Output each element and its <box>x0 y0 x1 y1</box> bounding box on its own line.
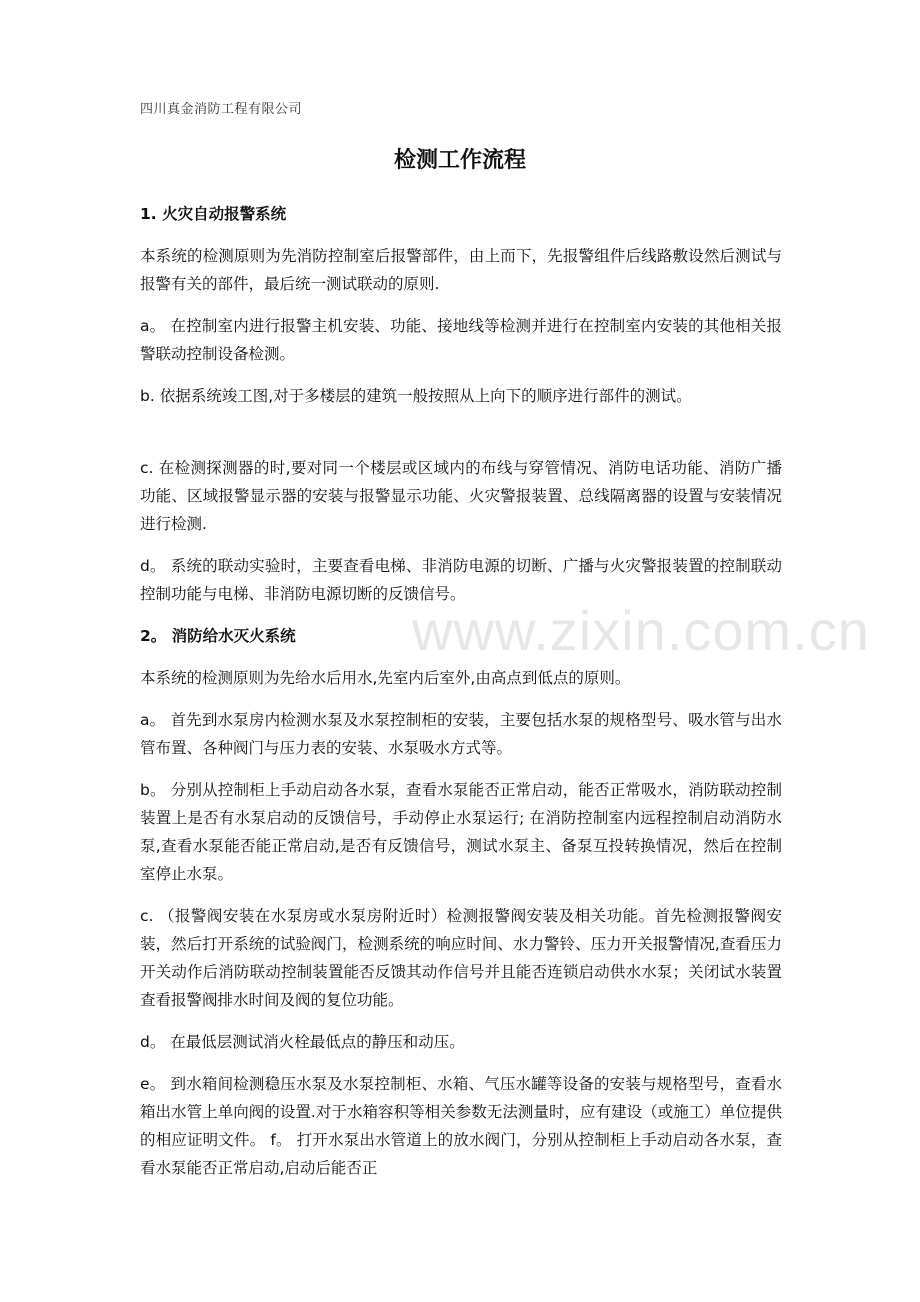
list-item-paragraph: d。 系统的联动实验时，主要查看电梯、非消防电源的切断、广播与火灾警报装置的控制联动控制功能与电梯、非消防电源切断的反馈信号。 <box>140 557 782 603</box>
company-header: 四川真金消防工程有限公司 <box>140 102 303 117</box>
section-heading-water-supply: 2。 消防给水灭火系统 <box>140 627 296 645</box>
list-item-paragraph: e。 到水箱间检测稳压水泵及水泵控制柜、水箱、气压水罐等设备的安装与规格型号，查看水箱出水管上单向阀的设置.对于水箱容积等相关参数无法测量时，应有建设（或施工）单位提供的相应证明文件。 f。 打开水泵出水管道上的放水阀门，分别从控制柜上手动启动各水泵，查看水泵能否正常启动,启动后能否正 <box>140 1075 782 1177</box>
section-intro-paragraph: 本系统的检测原则为先给水后用水,先室内后室外,由高点到低点的原则。 <box>140 669 631 687</box>
watermark: www.zixin.com.cn <box>412 599 870 662</box>
document-title: 检测工作流程 <box>393 148 526 173</box>
list-item-paragraph: b。 分别从控制柜上手动启动各水泵，查看水泵能否正常启动，能否正常吸水，消防联动控制装置上是否有水泵启动的反馈信号，手动停止水泵运行; 在消防控制室内远程控制启动消防水泵,查看水泵能否能正常启动,是否有反馈信号，测试水泵主、备泵互投转换情况，然后在控制室停止水泵。 <box>140 781 782 883</box>
list-item-paragraph: d。 在最低层测试消火栓最低点的静压和动压。 <box>140 1033 465 1051</box>
list-item-paragraph: c. 在检测探测器的时,要对同一个楼层或区域内的布线与穿管情况、消防电话功能、消防广播功能、区域报警显示器的安装与报警显示功能、火灾警报装置、总线隔离器的设置与安装情况进行检测. <box>140 459 782 533</box>
list-item-paragraph: c. （报警阀安装在水泵房或水泵房附近时）检测报警阀安装及相关功能。首先检测报警阀安装，然后打开系统的试验阀门，检测系统的响应时间、水力警铃、压力开关报警情况,查看压力开关动作后消防联动控制装置能否反馈其动作信号并且能否连锁启动供水水泵；关闭试水装置查看报警阀排水时间及阀的复位功能。 <box>140 907 782 1009</box>
section-intro-paragraph: 本系统的检测原则为先消防控制室后报警部件，由上而下，先报警组件后线路敷设然后测试与报警有关的部件，最后统一测试联动的原则. <box>140 247 782 293</box>
section-heading-fire-alarm: 1. 火灾自动报警系统 <box>140 205 287 223</box>
document-body <box>140 200 782 1196</box>
list-item-paragraph: a。 在控制室内进行报警主机安装、功能、接地线等检测并进行在控制室内安装的其他相关报警联动控制设备检测。 <box>140 317 782 363</box>
list-item-paragraph: a。 首先到水泵房内检测水泵及水泵控制柜的安装，主要包括水泵的规格型号、吸水管与出水管布置、各种阀门与压力表的安装、水泵吸水方式等。 <box>140 711 782 757</box>
list-item-paragraph: b. 依据系统竣工图,对于多楼层的建筑一般按照从上向下的顺序进行部件的测试。 <box>140 387 692 405</box>
